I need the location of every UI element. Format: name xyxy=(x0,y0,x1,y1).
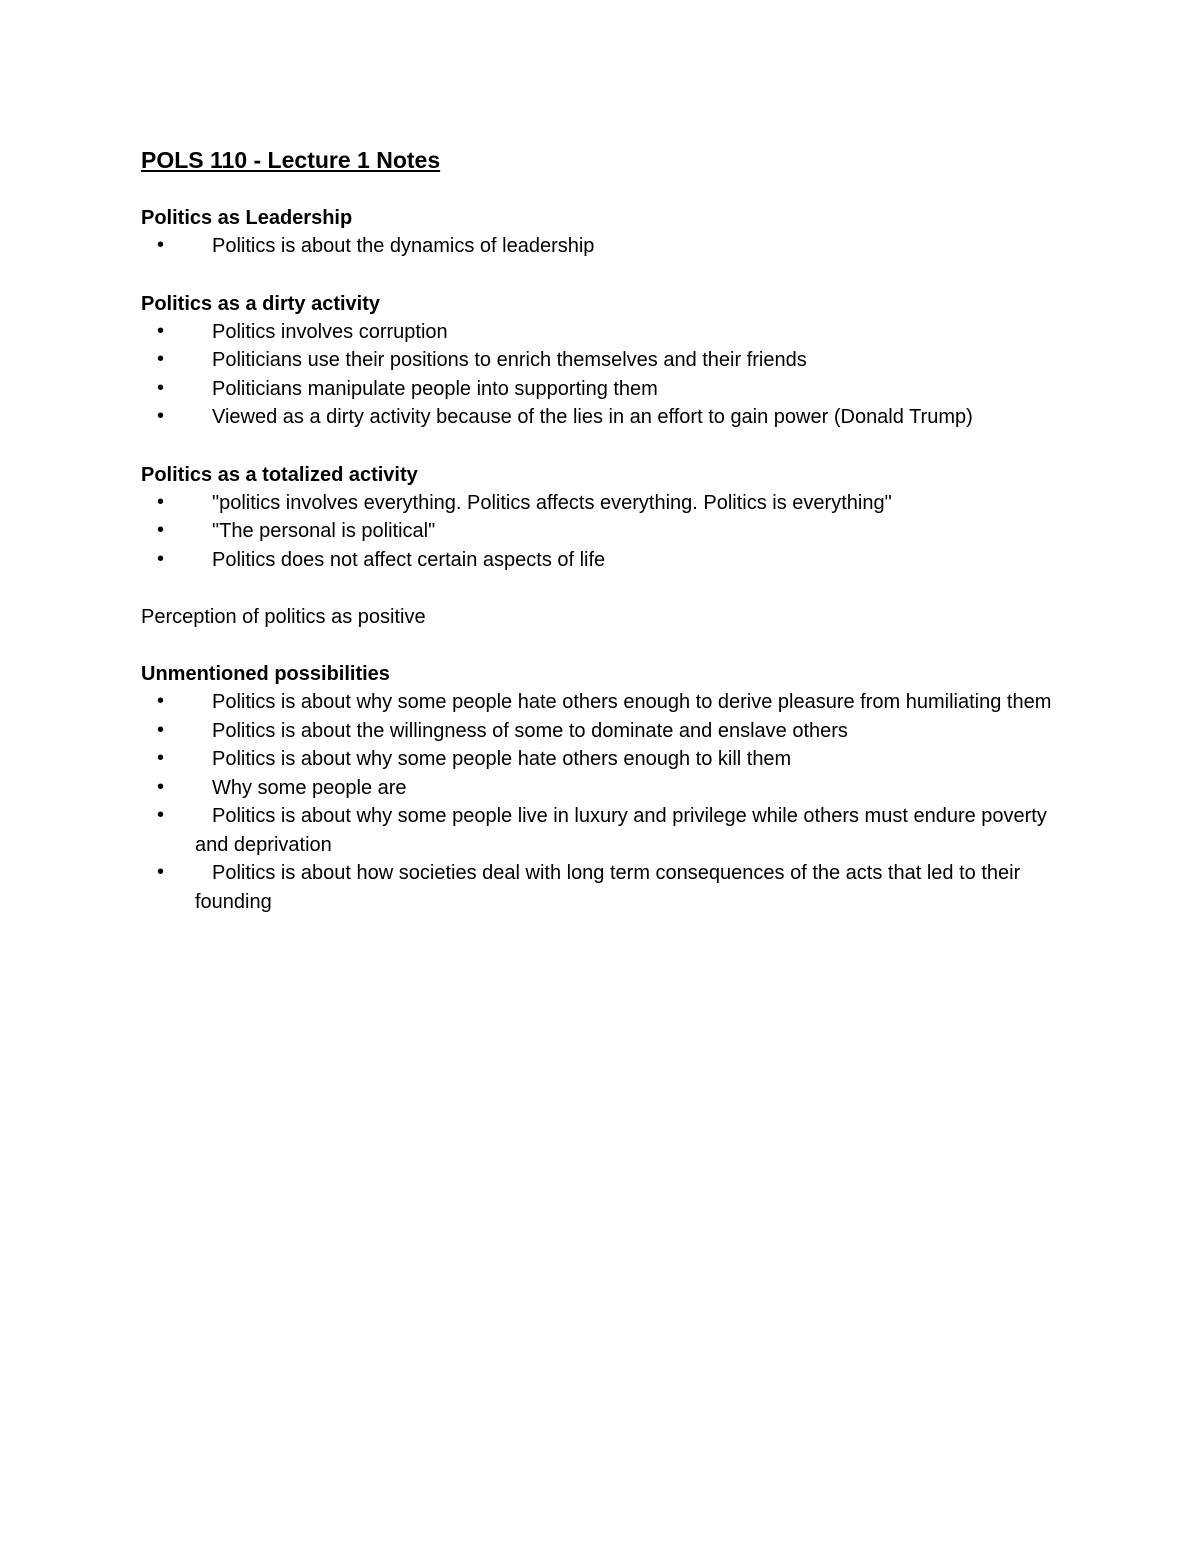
document-body xyxy=(141,144,1061,945)
section-heading: Politics as Leadership xyxy=(141,207,353,229)
bullet-text: Politics is about why some people hate others enough to kill them xyxy=(212,748,792,770)
bullet-text: Politics is about the willingness of some to dominate and enslave others xyxy=(212,719,848,742)
bullet-list xyxy=(141,232,1061,261)
bullet-text: Politicians use their positions to enrich themselves and their friends xyxy=(212,349,807,371)
document-title: POLS 110 - Lecture 1 Notes xyxy=(141,147,441,173)
bullet-icon: • xyxy=(157,861,165,883)
bullet-icon: • xyxy=(157,690,165,712)
bullet-item xyxy=(141,318,1061,347)
bullet-item xyxy=(141,745,1061,774)
bullet-icon: • xyxy=(157,490,165,513)
bullet-icon: • xyxy=(157,348,165,370)
bullet-item xyxy=(141,489,1061,518)
bullet-icon: • xyxy=(157,376,165,399)
bullet-icon: • xyxy=(157,519,165,541)
bullet-text: Why some people are xyxy=(212,776,407,799)
bullet-icon: • xyxy=(157,319,165,342)
bullet-item xyxy=(141,717,1061,746)
bullet-icon: • xyxy=(157,747,165,769)
bullet-text: Politics is about why some people live in luxury and privilege while others must endure poverty and deprivation xyxy=(195,805,1047,856)
bullet-item xyxy=(141,688,1061,717)
section-heading: Politics as a totalized activity xyxy=(141,463,418,486)
bullet-list xyxy=(141,688,1061,916)
bullet-text: Politicians manipulate people into supporting them xyxy=(212,377,658,400)
bullet-text: Politics does not affect certain aspects of life xyxy=(212,548,606,571)
bullet-icon: • xyxy=(157,718,165,741)
section-politics-as-totalized-activity xyxy=(141,461,1061,575)
section-unmentioned-possibilities xyxy=(141,660,1061,916)
section-politics-as-dirty-activity xyxy=(141,290,1061,432)
bullet-item xyxy=(141,375,1061,404)
bullet-icon: • xyxy=(157,775,165,798)
bullet-text: Politics is about the dynamics of leadership xyxy=(212,235,595,257)
bullet-list xyxy=(141,489,1061,575)
bullet-text: Politics is about why some people hate others enough to derive pleasure from humiliating them xyxy=(212,691,1052,713)
bullet-text: Politics is about how societies deal with long term consequences of the acts that led to their founding xyxy=(195,862,1021,913)
bullet-icon: • xyxy=(157,547,165,570)
bullet-text: Politics involves corruption xyxy=(212,320,448,343)
bullet-text: Viewed as a dirty activity because of the lies in an effort to gain power (Donald Trump) xyxy=(212,406,973,428)
section-heading: Politics as a dirty activity xyxy=(141,292,380,315)
bullet-item xyxy=(141,517,1061,546)
bullet-item xyxy=(141,859,1061,916)
section-perception-of-politics xyxy=(141,603,1061,631)
bullet-list xyxy=(141,318,1061,432)
bullet-item xyxy=(141,346,1061,375)
section-politics-as-leadership xyxy=(141,204,1061,261)
bullet-text: "The personal is political" xyxy=(212,520,436,542)
bullet-item xyxy=(141,403,1061,432)
section-heading: Perception of politics as positive xyxy=(141,606,426,628)
bullet-icon: • xyxy=(157,234,165,256)
bullet-item xyxy=(141,802,1061,859)
bullet-item xyxy=(141,546,1061,575)
bullet-item xyxy=(141,774,1061,803)
section-heading: Unmentioned possibilities xyxy=(141,663,390,685)
bullet-icon: • xyxy=(157,405,165,427)
bullet-icon: • xyxy=(157,804,165,826)
bullet-item xyxy=(141,232,1061,261)
bullet-text: "politics involves everything. Politics affects everything. Politics is everything" xyxy=(212,491,892,514)
